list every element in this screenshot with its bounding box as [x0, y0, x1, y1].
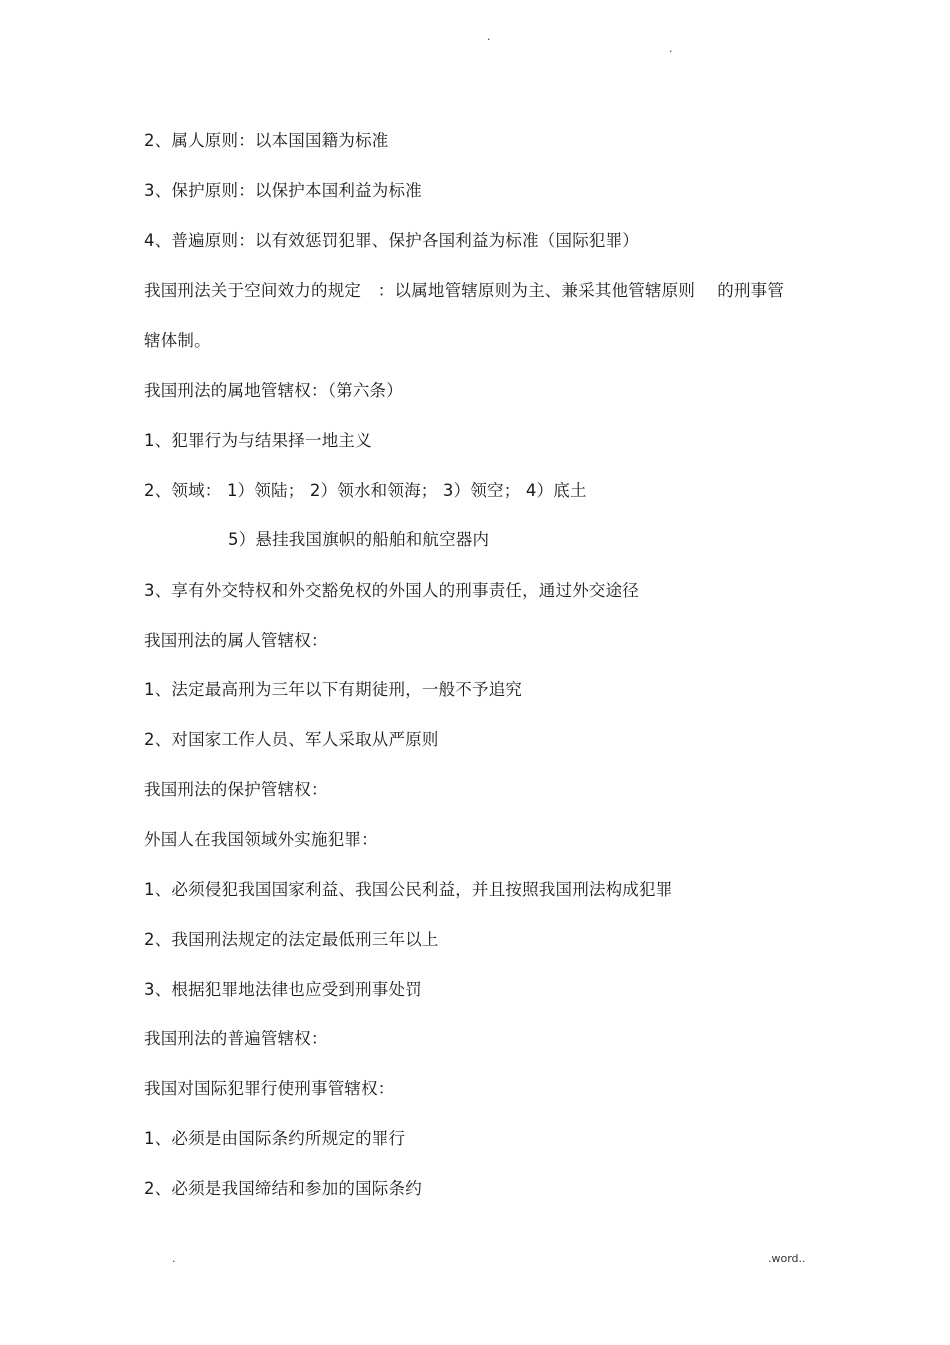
text-line: 1、犯罪行为与结果择一地主义: [144, 431, 372, 450]
text-line: 3、保护原则：以保护本国利益为标准: [144, 181, 422, 200]
footer-word-mark: .word..: [768, 1252, 806, 1265]
section-heading: 我国刑法的属人管辖权：: [144, 631, 328, 650]
text-line: 我国对国际犯罪行使刑事管辖权：: [144, 1079, 395, 1098]
section-heading: 我国刑法的普遍管辖权：: [144, 1029, 328, 1048]
header-mark-right: .: [669, 42, 673, 55]
text-line: 1、必须是由国际条约所规定的罪行: [144, 1129, 406, 1148]
text-line: 3、享有外交特权和外交豁免权的外国人的刑事责任，通过外交途径: [144, 581, 639, 600]
text-line: 我国刑法关于空间效力的规定 ：以属地管辖原则为主、兼采其他管辖原则 的刑事管: [144, 281, 785, 300]
text-line: 2、必须是我国缔结和参加的国际条约: [144, 1179, 422, 1198]
text-line: 1、必须侵犯我国国家利益、我国公民利益，并且按照我国刑法构成犯罪: [144, 880, 673, 899]
section-heading: 我国刑法的保护管辖权：: [144, 780, 328, 799]
section-heading: 我国刑法的属地管辖权：（第六条）: [144, 381, 403, 400]
text-line: 外国人在我国领域外实施犯罪：: [144, 830, 378, 849]
text-line: 2、我国刑法规定的法定最低刑三年以上: [144, 930, 439, 949]
text-line: 4、普遍原则：以有效惩罚犯罪、保护各国利益为标准（国际犯罪）: [144, 231, 639, 250]
header-mark-left: .: [487, 30, 491, 43]
text-line: 2、领域： 1）领陆； 2）领水和领海； 3）领空； 4）底土: [144, 481, 587, 500]
text-line: 2、属人原则：以本国国籍为标准: [144, 131, 389, 150]
text-line: 辖体制。: [144, 331, 211, 350]
text-line: 3、根据犯罪地法律也应受到刑事处罚: [144, 980, 422, 999]
text-line: 5）悬挂我国旗帜的船舶和航空器内: [228, 530, 490, 549]
text-line: 2、对国家工作人员、军人采取从严原则: [144, 730, 439, 749]
text-line: 1、法定最高刑为三年以下有期徒刑，一般不予追究: [144, 680, 523, 699]
footer-mark-left: .: [172, 1252, 176, 1265]
